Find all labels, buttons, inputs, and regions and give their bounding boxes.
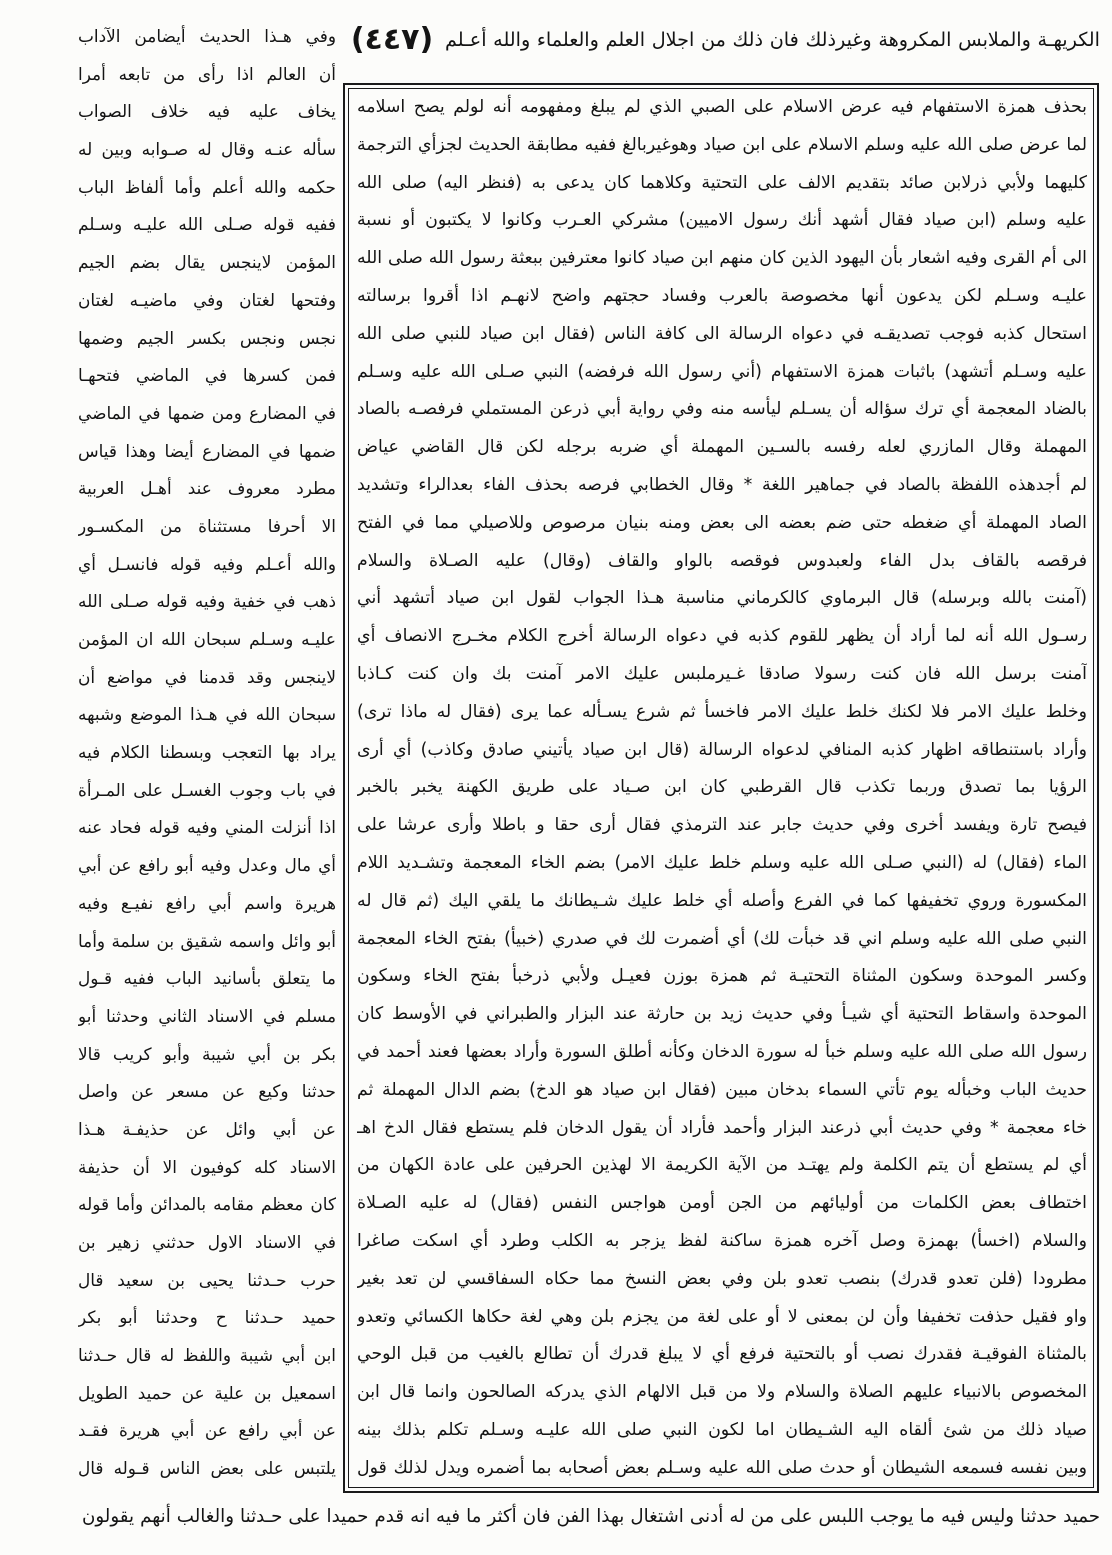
main-text-line: وأراد باستنطاقه اظهار كذبه المنافي لدعواه الرسالة (قال ابن صياد يأتيني صادق وكاذب) أي أرى [357,739,1087,760]
margin-text-line: الاسناد كله كوفيون الا أن حذيفة [78,1156,336,1177]
main-text-line: الرؤيا بما تصدق وربما تكذب قال القرطبي كان ابن صـياد على طريق الكهنة يخبر بالخبر [357,777,1087,798]
margin-text-line: اسمعيل بن علية عن حميد الطويل [78,1382,336,1403]
margin-text-line: لاينجس وقد قدمنا في مواضع أن [78,666,336,687]
margin-text-line: مطرد معروف عند أهـل العربية [78,478,336,499]
main-text-line: وكسر الموحدة وسكون المثناة التحتيـة ثم همزة بوزن فعيـل ولأبي ذرخبأ بفتح الخاء وسكون [357,966,1087,987]
margin-text-line: المؤمن لاينجس يقال بضم الجيم [78,252,336,273]
main-text-line: أي لم يستطع أن يتم الكلمة ولم يهتـد من الآية الكريمة الا لهذين الحرفين على عادة الكهان من [357,1155,1087,1176]
main-text-line: عليه وسـلم أتشهد) باثبات همزة الاستفهام (أني رسول الله فرفضه) النبي صـلى الله عليه وسـلم [357,361,1087,382]
margin-text-line: ابن أبي شيبة واللفظ له قال حـدثنا [78,1345,336,1366]
main-text-line: بحذف همزة الاستفهام فيه عرض الاسلام على الصبي الذي لم يبلغ ومفهومه أنه لولم يصح اسلامه [357,97,1087,117]
margin-text-line: ذهب في خفية وفيه قوله صـلى الله [78,591,336,612]
main-text-line: فيصح تارة ويفسد أخرى وفي حديث جابر عند الترمذي فقال أرى حقا و باطلا وأرى عرشا على [357,815,1087,836]
main-text-line: صياد ذلك من شئ ألقاه اليه الشـيطان اما لكون النبي صلى الله عليـه وسـلم تكلم بذلك بينه [357,1419,1087,1440]
main-text-line: خاء معجمة * وفي حديث أبي ذرعند البزار وأحمد فأراد أن يقول الدخان فلم يستطع فقال الدخ اهـ [357,1117,1087,1138]
main-text-line: استحال كذبه فوجب تصديقـه في دعواه الرسالة الى كافة الناس (فقال ابن صياد للنبي صلى الله [357,323,1087,344]
margin-text-line: في الاسناد الاول حدثني زهير بن [78,1232,336,1252]
margin-text-line: اذا أنزلت المني وفيه قوله فحاد عنه [78,817,336,838]
margin-text-line: أي مال وعدل وفيه أبو رافع عن أبي [78,855,336,876]
margin-text-line: كان معظم مقامه بالمدائن وأما قوله [78,1194,336,1215]
main-text-line: عليه وسلم (ابن صياد فقال أشهد أنك رسول الاميين) مشركي العـرب وكانوا لا يكتبون أو نسبة [357,210,1087,231]
margin-text-line: حرب حـدثنا يحيى بن سعيد قال [78,1269,336,1290]
main-text-line: والسلام (اخسأ) بهمزة وصل آخره همزة ساكنة لفظ يزجر به الكلب وطرد أي اسكت صاغرا [357,1230,1087,1251]
margin-text-line: بكر بن أبي شيبة وأبو كريب قالا [78,1043,336,1064]
main-text-line: عليـه وسـلم لكن يدعون أنها مخصوصة بالعرب وفساد حجتهم واضح لانهـم اذا أقروا برسالته [357,285,1087,306]
main-text-line: النبي صلى الله عليه وسلم اني قد خبأت لك) أي أضمرت لك في صدري (خبيأ) بفتح الخاء المعجمة [357,928,1087,949]
margin-text-line: عن أبي وائل عن حذيفـة هـذا [78,1118,336,1139]
margin-text-line: عن أبي رافع عن أبي هريرة فقـد [78,1420,336,1441]
margin-commentary [78,18,336,1490]
main-text-line: بالضاد المعجمة أي ترك سؤاله أن يسـلم ليأسه منه وفي رواية أبي ذرعن المستملي فرفصـه بالصاد [357,399,1087,420]
main-text-line: الماء (فقال) له (النبي صـلى الله عليه وسلم خلط عليك الامر) بضم الخاء المعجمة وتشـديد اللام [357,852,1087,873]
main-text-line: المخصوص بالانبياء عليهم الصلاة والسلام ولا من قبل الالهام الذي يدركه الصالحون وانما قال ابن [357,1382,1087,1403]
main-text-line: حديث الباب وخبأله يوم تأتي السماء بدخان مبين (فقال ابن صياد هو الدخ) بضم الدال المهملة ثم [357,1079,1087,1100]
margin-text-line: سبحان الله في هـذا الموضع وشبهه [78,704,336,725]
running-header [445,21,1100,59]
main-commentary-inner-frame [348,88,1094,1488]
margin-text-line: عليـه وسـلم سبحان الله ان المؤمن [78,629,336,649]
margin-text-line: سأله عنـه وقال له صـوابه وبين له [78,139,336,160]
margin-text-line: وفتحها لغتان وفي ماضيـه لغتان [78,289,336,310]
margin-text-line: نجس ونجس بكسر الجيم وضمها [78,327,336,348]
margin-text-line: والله أعـلم وفيه قوله فانسـل أي [78,553,336,574]
margin-text-line: حميد حـدثنا ح وحدثنا أبو بكر [78,1307,336,1328]
margin-text-line: فمن كسرها في الماضي فتحهـا [78,365,336,386]
main-text-line: لما عرض صلى الله عليه وسلم الاسلام على ابن صياد وهوغيربالغ ففيه مطابقة الحديث لجزأي الترجمة [357,134,1087,155]
footer-text-line: حميد حدثنا وليس فيه ما يوجب اللبس على من له أدنى اشتغال بهذا الفن فان أكثر ما فيه انه قدم حميدا على حـدثنا والغالب أنهم يقولون [82,1506,1100,1527]
margin-text-line: ضمها في المضارع أيضا وهذا قياس [78,440,336,461]
main-text-line: فرقصه بالقاف بدل الفاء ولعبدوس فوقصه بالواو والقاف (وقال) عليه الصـلاة والسلام [357,550,1087,571]
main-text-line: كليهما ولأبي ذرلابن صائد بتقديم الالف على التحتية وكلاهما كان يدعى به (فنظر اليه) صلى الله [357,172,1087,193]
main-text-line: وخلط عليك الامر فلا لكنك خلط عليك الامر فاخسأ ثم شرع يسـأله عما يرى (فقال له ماذا ترى) [357,701,1087,722]
main-text-line: لم أجدهذه اللفظة بالصاد في جماهير اللغة * وقال الخطابي فرصه بحذف الفاء بعدالراء وتشديد [357,474,1087,495]
main-text-line: واو فقيل حذفت تخفيفا وأن لن بمعنى لا أو على لغة من يجزم بلن وهي لغة حكاها الكسائي وتعدو [357,1306,1087,1327]
main-commentary-frame [343,83,1099,1493]
margin-text-line: في باب وجوب الغسـل على المـرأة [78,779,336,800]
main-text-line: (آمنت بالله وبرسله) قال البرماوي كالكرماني مناسبة هـذا الجواب لقول ابن صياد أتشهد أني [357,588,1087,609]
main-text-line: وبين نفسه فسمعه الشيطان أو حدث صلى الله عليه وسـلم بعض أصحابه بما أضمره ويدل لذلك قول [357,1457,1087,1478]
main-text-line: رسـول الله أنه لما أراد أن يظهر للقوم كذبه في دعواه الرسالة أخرج الكلام مخـرج الانصاف أي [357,626,1087,647]
main-text-line: بالمثناة الفوقيـة فقدرك نصب أو بالتحتية فرفع أي لا يبلغ قدرك أن تطالع بالغيب من قبل الوحي [357,1344,1087,1365]
margin-text-line: يخاف عليه فيه خلاف الصواب [78,101,336,122]
margin-text-line: ما يتعلق بأسانيد الباب ففيه قـول [78,968,336,989]
margin-text-line: مسلم في الاسناد الثاني وحدثنا أبو [78,1005,336,1026]
page-number: (٤٤٧) [350,22,434,57]
margin-text-line: هريرة واسم أبي رافع نفيـع وفيه [78,892,336,913]
margin-text-line: يلتبس على بعض الناس قـوله قال [78,1458,336,1479]
main-text-line: الصاد المهملة أي ضغطه حتى ضم بعضه الى بعض ومنه بنيان مرصوص وللاصيلي مما في الفتح [357,512,1087,533]
running-title: الكريهـة والملابس المكروهة وغيرذلك فان ذلك من اجلال العلم والعلماء والله أعـلم [445,28,1100,51]
main-text-line: الموحدة واسقاط التحتية أي شيـأ وفي حديث زيد بن حارثة عند البزار والطبراني في الأوسط كان [357,1004,1087,1025]
main-commentary [357,89,1087,1487]
main-text-line: مطرودا (فلن تعدو قدرك) بنصب تعدو بلن وفي بعض النسخ مما حكاه السفاقسي لن تعد بغير [357,1268,1087,1289]
margin-text-line: حكمه والله أعلم وأما ألفاظ الباب [78,176,336,197]
main-text-line: اختطاف بعض الكلمات من أوليائهم من الجن أومن هواجس النفس (فقال) له عليه الصـلاة [357,1193,1087,1214]
margin-text-line: الا أحرفا مستثناة من المكسـور [78,515,336,536]
main-text-line: الى أم القرى وفيه اشعار بأن اليهود الذين كان منهم ابن صياد كانوا معترفين ببعثة رسول الله صلى الله [357,248,1087,269]
main-text-line: رسول الله صلى الله عليه وسلم خبأ له سورة الدخان وكأنه أطلق السورة وأراد بعضها فعند أحمد في [357,1041,1087,1062]
main-text-line: المهملة وقال المازري لعله رفسه بالسـين المهملة أي ضربه برجله لكن قال القاضي عياض [357,437,1087,458]
footer-continuation [82,1498,1100,1536]
main-text-line: آمنت برسل الله فان كنت رسولا صادقا غـيرملبس عليك الامر آمنت بك وان كنت كـاذبا [357,663,1087,684]
margin-text-line: ففيه قوله صـلى الله عليـه وسـلم [78,214,336,235]
margin-text-line: حدثنا وكيع عن مسعر عن واصل [78,1081,336,1102]
margin-text-line: يراد بها التعجب وبسطنا الكلام فيه [78,742,336,763]
margin-text-line: في المضارع ومن ضمها في الماضي [78,402,336,423]
margin-text-line: أن العالم اذا رأى من تابعه أمرا [78,63,336,84]
margin-text-line: أبو وائل واسمه شقيق بن سلمة وأما [78,930,336,951]
main-text-line: المكسورة وروي تخفيفها كما في الفرع وأصله أي خلط عليك شـيطانك ما يلقي اليك (ثم قال له [357,890,1087,911]
margin-text-line: وفي هـذا الحديث أيضامن الآداب [78,26,336,46]
